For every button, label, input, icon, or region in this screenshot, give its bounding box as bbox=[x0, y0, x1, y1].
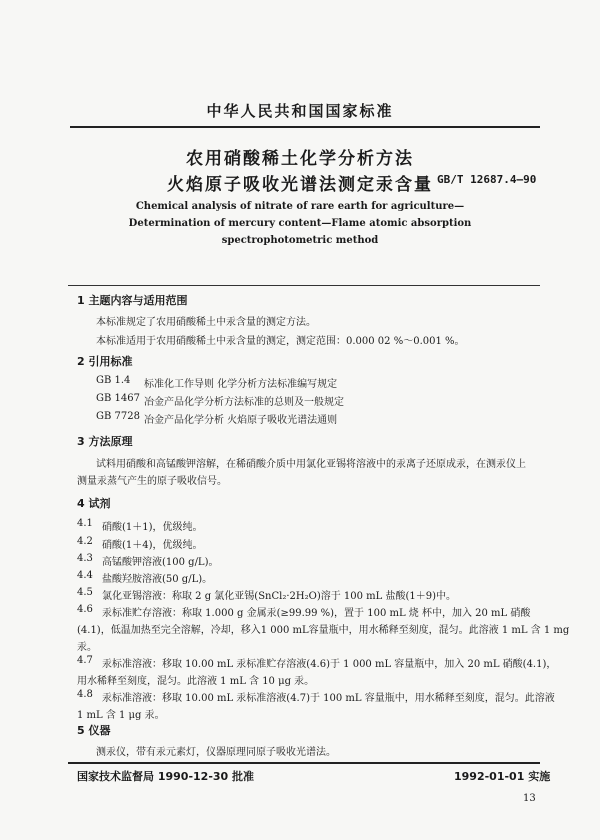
section-3-line-2: 测量汞蒸气产生的原子吸收信号。 bbox=[77, 476, 227, 487]
approval-date: 国家技术监督局 1990-12-30 批准 bbox=[77, 770, 255, 783]
item-4-8-number: 4.8 bbox=[77, 689, 93, 700]
section-3-line-1: 试料用硝酸和高锰酸钾溶解，在稀硝酸介质中用氯化亚锡将溶液中的汞离子还原成汞，在测汞仪上 bbox=[96, 459, 526, 470]
page-number: 13 bbox=[523, 793, 536, 804]
chinese-title-line-2: 火焰原子吸收光谱法测定汞含量 bbox=[167, 175, 433, 195]
section-5-paragraph-1: 测汞仪，带有汞元素灯，仪器原理同原子吸收光谱法。 bbox=[96, 747, 336, 758]
english-title-line-3: spectrophotometric method bbox=[221, 235, 379, 246]
section-1-heading: 1 主题内容与适用范围 bbox=[77, 294, 188, 307]
standard-type: 中华人民共和国国家标准 bbox=[206, 102, 394, 120]
section-5-heading: 5 仪器 bbox=[77, 724, 111, 737]
item-4-4-text: 盐酸羟胺溶液(50 g/L)。 bbox=[102, 574, 213, 585]
item-4-3-text: 高锰酸钾溶液(100 g/L)。 bbox=[102, 557, 219, 568]
reference-1-title: 标准化工作导则 化学分析方法标准编写规定 bbox=[144, 379, 338, 390]
reference-3-title: 冶金产品化学分析 火焰原子吸收光谱法通则 bbox=[144, 415, 338, 426]
section-2-heading: 2 引用标准 bbox=[77, 355, 133, 368]
english-title-line-1: Chemical analysis of nitrate of rare earth for agriculture— bbox=[135, 201, 465, 212]
chinese-title-line-1: 农用硝酸稀土化学分析方法 bbox=[186, 149, 414, 169]
section-1-paragraph-2: 本标准适用于农用硝酸稀土中汞含量的测定，测定范围：0.000 02 %～0.001 %。 bbox=[96, 336, 465, 347]
item-4-1-number: 4.1 bbox=[77, 518, 93, 529]
section-4-heading: 4 试剂 bbox=[77, 497, 111, 510]
item-4-5-text: 氯化亚锡溶液：称取 2 g 氯化亚锡(SnCl₂·2H₂O)溶于 100 mL 盐酸(1＋9)中。 bbox=[102, 591, 456, 602]
item-4-2-text: 硝酸(1＋4)，优级纯。 bbox=[102, 540, 203, 551]
section-3-heading: 3 方法原理 bbox=[77, 435, 133, 448]
english-title-line-2: Determination of mercury content—Flame atomic absorption bbox=[128, 218, 472, 229]
reference-3-code: GB 7728 bbox=[96, 411, 140, 422]
item-4-1-text: 硝酸(1＋1)，优级纯。 bbox=[102, 522, 203, 533]
item-4-6-line-3: 汞。 bbox=[77, 642, 97, 653]
item-4-4-number: 4.4 bbox=[77, 570, 93, 581]
item-4-8-line-1: 汞标准溶液：移取 10.00 mL 汞标准溶液(4.7)于 100 mL 容量瓶中，用水稀释至刻度，混匀。此溶液 bbox=[102, 693, 555, 704]
item-4-3-number: 4.3 bbox=[77, 553, 93, 564]
item-4-6-number: 4.6 bbox=[77, 604, 93, 615]
standard-code: GB/T 12687.4—90 bbox=[437, 173, 537, 186]
item-4-5-number: 4.5 bbox=[77, 587, 93, 598]
header-divider bbox=[70, 126, 540, 128]
item-4-7-line-1: 汞标准溶液：移取 10.00 mL 汞标准贮存溶液(4.6)于 1 000 mL 容量瓶中，加入 20 mL 硝酸(4.1)， bbox=[102, 659, 557, 670]
item-4-6-line-1: 汞标准贮存溶液：称取 1.000 g 金属汞(≥99.99 %)，置于 100 mL 烧 杯中，加入 20 mL 硝酸 bbox=[102, 608, 531, 619]
reference-2-code: GB 1467 bbox=[96, 393, 140, 404]
item-4-8-line-2: 1 mL 含 1 μg 汞。 bbox=[77, 710, 165, 721]
item-4-7-line-2: 用水稀释至刻度，混匀。此溶液 1 mL 含 10 μg 汞。 bbox=[77, 676, 315, 687]
title-divider bbox=[68, 285, 540, 286]
reference-2-title: 冶金产品化学分析方法标准的总则及一般规定 bbox=[144, 397, 344, 408]
reference-1-code: GB 1.4 bbox=[96, 375, 131, 386]
item-4-6-line-2: (4.1)，低温加热至完全溶解，冷却，移入1 000 mL容量瓶中，用水稀释至刻度，混匀。此溶液 1 mL 含 1 mg bbox=[77, 625, 570, 636]
section-1-paragraph-1: 本标准规定了农用硝酸稀土中汞含量的测定方法。 bbox=[96, 317, 316, 328]
item-4-2-number: 4.2 bbox=[77, 536, 93, 547]
implementation-date: 1992-01-01 实施 bbox=[454, 770, 551, 783]
item-4-7-number: 4.7 bbox=[77, 655, 93, 666]
footer-divider bbox=[68, 762, 540, 764]
